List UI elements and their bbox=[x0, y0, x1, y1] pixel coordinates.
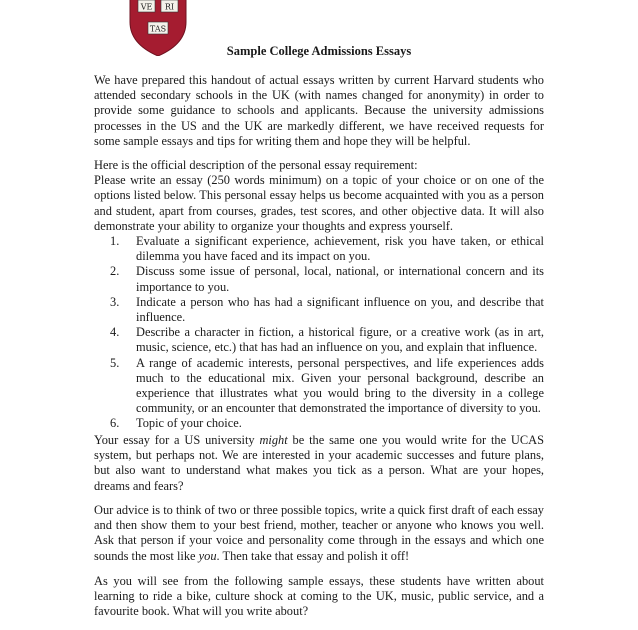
list-item: 4. Describe a character in fiction, a historical figure, or a creative work (as in art, music, science, etc.) that has had an influence on you, and explain that influence. bbox=[110, 325, 544, 355]
list-item: 1. Evaluate a significant experience, achievement, risk you have taken, or ethical dilemma you have faced and its impact on you. bbox=[110, 234, 544, 264]
crest-book-ve: VE bbox=[140, 2, 153, 12]
advice-paragraph: Our advice is to think of two or three possible topics, write a quick first draft of each essay and then show them to your best friend, mother, teacher or anyone who knows you well. Ask that person if your voice and personality come through in the essays and which one sounds the most like you. Then take that essay and polish it off! bbox=[94, 503, 544, 563]
intro-text: We have prepared this handout of actual essays written by current Harvard students who attended secondary schools in the UK (with names changed for anonymity) in order to provide some guidance to schools and applicants. Because the university admissions processes in the US and the UK are markedly different, we have received requests for some sample essays and tips for writing them and hope they will be helpful. bbox=[94, 73, 544, 148]
crest-book-ri: RI bbox=[164, 2, 175, 12]
list-item: 6. Topic of your choice. bbox=[110, 416, 242, 431]
intro-paragraph bbox=[94, 73, 544, 149]
requirement-heading: Here is the official description of the personal essay requirement: bbox=[94, 158, 418, 172]
document-title: Sample College Admissions Essays bbox=[226, 44, 412, 58]
list-item: 5. A range of academic interests, personal perspectives, and life experiences adds much to the educational mix. Given your personal background, describe an experience that illustrates what you would bring to the diversity in a college community, or an encounter that demonstrated the importance of diversity to you. bbox=[110, 355, 544, 416]
list-item: 3. Indicate a person who has had a significant influence on you, and describe that influence. bbox=[110, 294, 544, 325]
ucas-paragraph: Your essay for a US university might be the same one you would write for the UCAS system, but perhaps not. We are interested in your academic successes and future plans, but also want to understand what makes you tick as a person. What are your hopes, dreams and fears? bbox=[94, 433, 544, 493]
closing-text: As you will see from the following sample essays, these students have written about learning to ride a bike, culture shock at coming to the UK, music, public service, and a favourite book. What will you write about? bbox=[94, 574, 544, 619]
requirement-section bbox=[94, 158, 544, 432]
essay-options-list bbox=[94, 234, 544, 432]
requirement-text: Please write an essay (250 words minimum) on a topic of your choice or on one of the options listed below. This personal essay helps us become acquainted with you as a person and student, apart from courses, grades, test scores, and other objective data. It will also demonstrate your ability to organize your thoughts and express yourself. bbox=[94, 173, 544, 233]
crest-book-tas: TAS bbox=[149, 24, 167, 34]
closing-paragraph bbox=[94, 574, 544, 620]
emphasis-might: might bbox=[259, 433, 288, 447]
emphasis-you: you bbox=[198, 548, 217, 563]
list-item: 2. Discuss some issue of personal, local, national, or international concern and its importance to you. bbox=[110, 264, 544, 294]
